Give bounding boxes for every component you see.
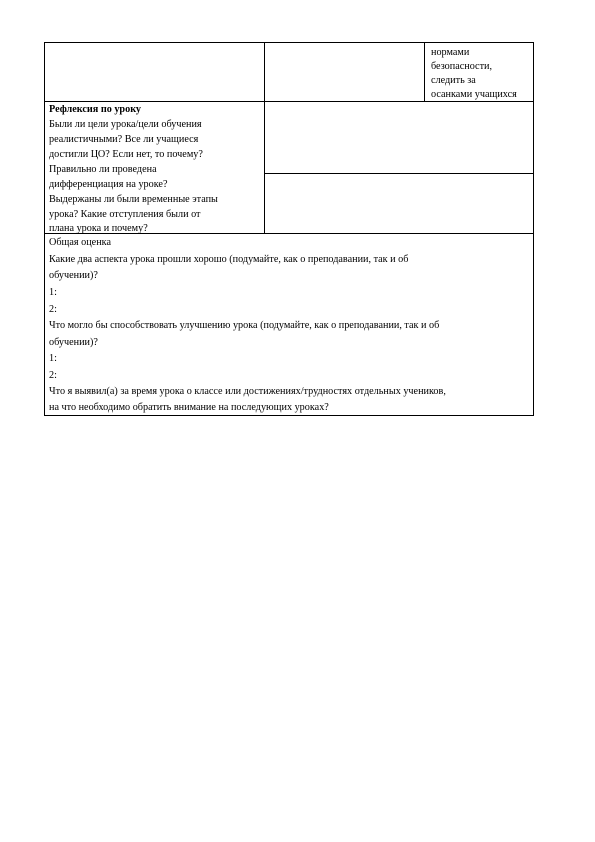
overall-q2-item: 2: [49,370,57,381]
overall-q2-line: обучении)? [49,337,98,348]
reflection-line: урока? Какие отступления были от [49,209,201,220]
reflection-line: Правильно ли проведена [49,164,157,175]
reflection-answer-cell-top [264,101,534,174]
reflection-line: Были ли цели урока/цели обучения [49,119,202,130]
reflection-line: дифференциация на уроке? [49,179,168,190]
overall-q1-item: 2: [49,304,57,315]
overall-q1-line: обучении)? [49,270,98,281]
reflection-answer-cell-bottom [264,173,534,234]
overall-q2-item: 1: [49,353,57,364]
overall-q1-item: 1: [49,287,57,298]
overall-q3-line: на что необходимо обратить внимание на последующих уроках? [49,402,329,413]
reflection-line: достигли ЦО? Если нет, то почему? [49,149,203,160]
overall-q3-line: Что я выявил(а) за время урока о классе или достижениях/трудностях отдельных учеников, [49,386,446,397]
top-row-right-cell [424,42,534,102]
reflection-line: Выдержаны ли были временные этапы [49,194,218,205]
top-row-right-line: нормами [431,47,470,58]
reflection-title: Рефлексия по уроку [49,104,142,115]
top-row-left-cell [44,42,265,102]
overall-q1-line: Какие два аспекта урока прошли хорошо (подумайте, как о преподавании, так и об [49,254,409,265]
top-row-right-line: безопасности, [431,61,493,72]
reflection-line: реалистичными? Все ли учащиеся [49,134,199,145]
top-row-right-line: осанками учащихся [431,89,517,100]
top-row-middle-cell [264,42,425,102]
overall-title: Общая оценка [49,237,111,248]
reflection-line: плана урока и почему? [49,223,148,234]
overall-q2-line: Что могло бы способствовать улучшению урока (подумайте, как о преподавании, так и об [49,320,440,331]
overall-evaluation-cell [44,233,534,416]
reflection-question-cell [44,101,265,234]
top-row-right-line: следить за [431,75,476,86]
